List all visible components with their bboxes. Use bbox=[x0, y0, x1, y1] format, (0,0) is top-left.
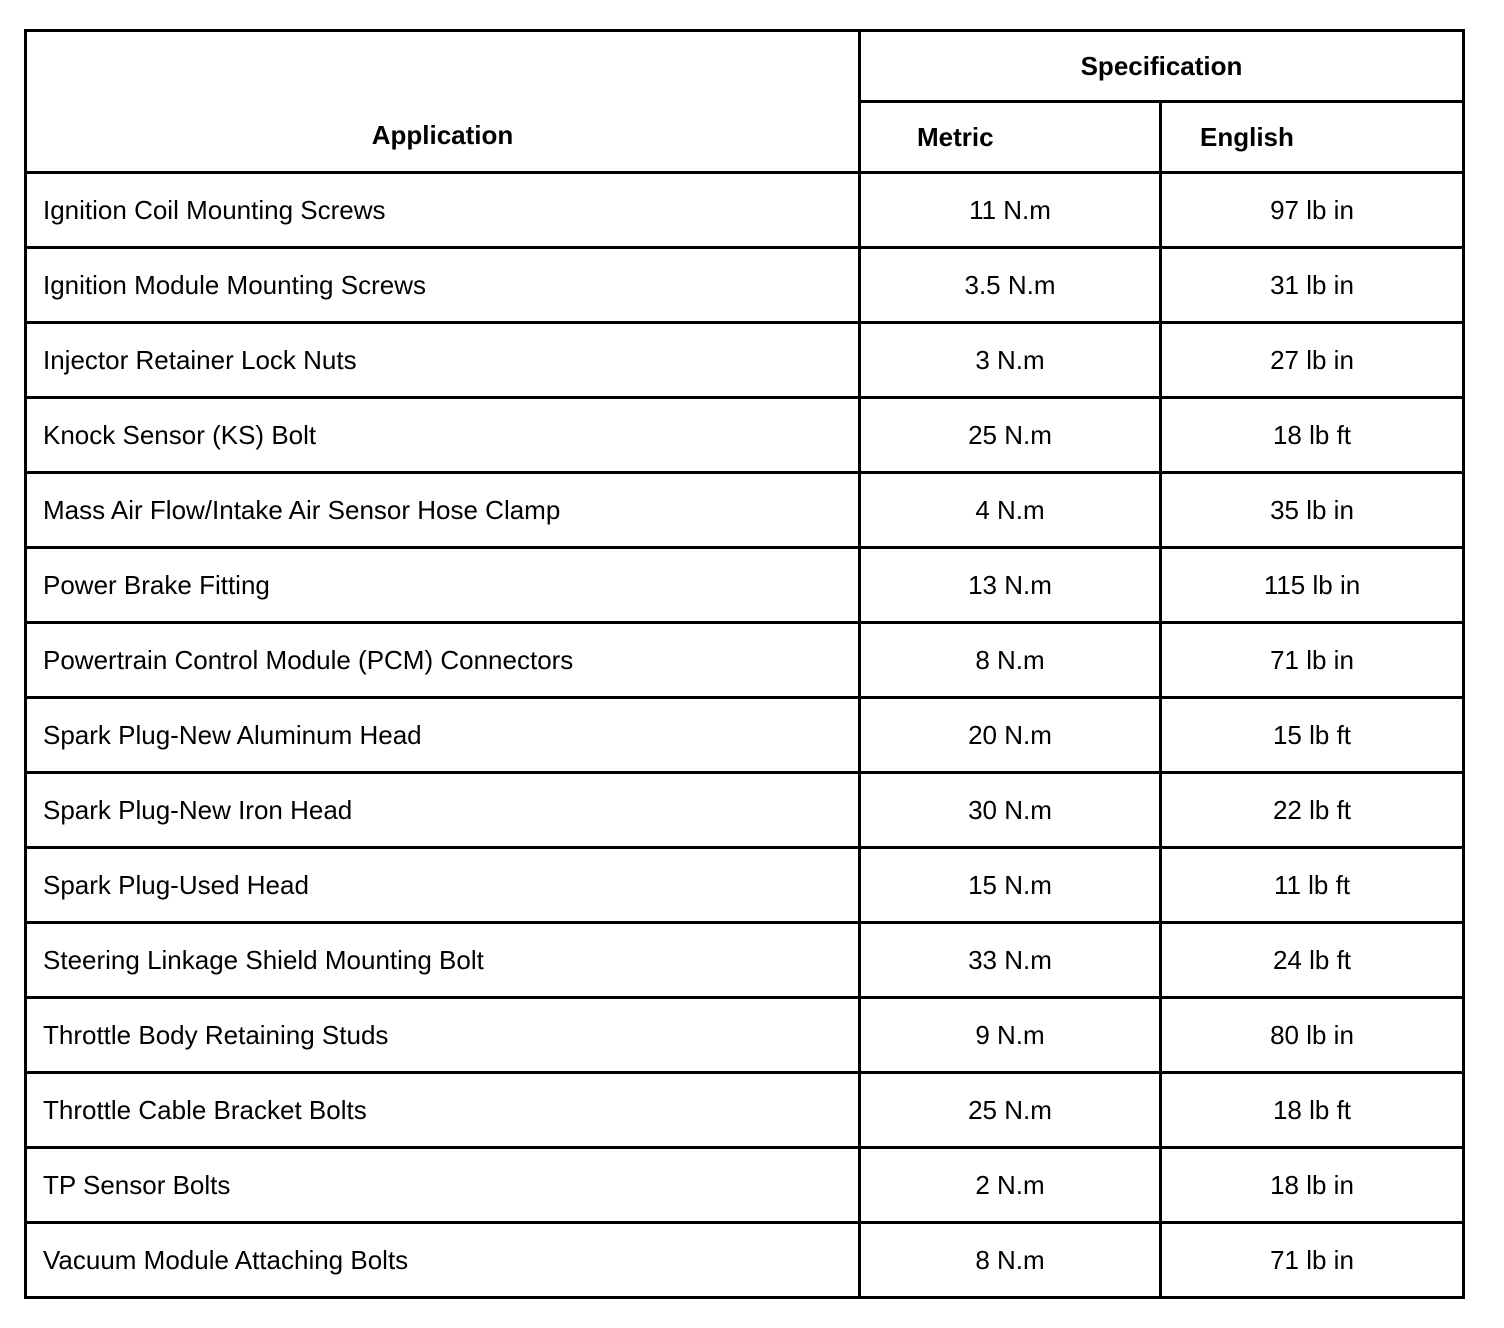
cell-application: Spark Plug-New Iron Head bbox=[26, 773, 860, 848]
cell-metric: 25 N.m bbox=[860, 1073, 1161, 1148]
cell-english: 24 lb ft bbox=[1161, 923, 1464, 998]
table-row bbox=[26, 1223, 1464, 1298]
table-row bbox=[26, 998, 1464, 1073]
cell-application: Ignition Module Mounting Screws bbox=[26, 248, 860, 323]
cell-english: 27 lb in bbox=[1161, 323, 1464, 398]
cell-english: 35 lb in bbox=[1161, 473, 1464, 548]
cell-english: 80 lb in bbox=[1161, 998, 1464, 1073]
table-body bbox=[26, 173, 1464, 1298]
cell-application: Throttle Cable Bracket Bolts bbox=[26, 1073, 860, 1148]
torque-spec-table bbox=[24, 29, 1465, 1299]
cell-application: Mass Air Flow/Intake Air Sensor Hose Clamp bbox=[26, 473, 860, 548]
table-row bbox=[26, 548, 1464, 623]
cell-application: Spark Plug-New Aluminum Head bbox=[26, 698, 860, 773]
cell-english: 18 lb ft bbox=[1161, 1073, 1464, 1148]
header-english: English bbox=[1161, 102, 1464, 173]
cell-application: Powertrain Control Module (PCM) Connectors bbox=[26, 623, 860, 698]
header-row-top bbox=[26, 31, 1464, 102]
header-application: Application bbox=[26, 31, 860, 173]
table-row bbox=[26, 1073, 1464, 1148]
cell-application: Ignition Coil Mounting Screws bbox=[26, 173, 860, 248]
cell-application: Power Brake Fitting bbox=[26, 548, 860, 623]
table-row bbox=[26, 698, 1464, 773]
cell-metric: 3.5 N.m bbox=[860, 248, 1161, 323]
header-specification: Specification bbox=[860, 31, 1464, 102]
table-row bbox=[26, 473, 1464, 548]
cell-metric: 2 N.m bbox=[860, 1148, 1161, 1223]
cell-english: 22 lb ft bbox=[1161, 773, 1464, 848]
cell-metric: 8 N.m bbox=[860, 1223, 1161, 1298]
cell-english: 71 lb in bbox=[1161, 1223, 1464, 1298]
cell-english: 71 lb in bbox=[1161, 623, 1464, 698]
cell-english: 115 lb in bbox=[1161, 548, 1464, 623]
table-row bbox=[26, 773, 1464, 848]
cell-metric: 11 N.m bbox=[860, 173, 1161, 248]
table-row bbox=[26, 173, 1464, 248]
cell-metric: 33 N.m bbox=[860, 923, 1161, 998]
cell-metric: 13 N.m bbox=[860, 548, 1161, 623]
cell-application: Injector Retainer Lock Nuts bbox=[26, 323, 860, 398]
cell-english: 18 lb in bbox=[1161, 1148, 1464, 1223]
cell-metric: 9 N.m bbox=[860, 998, 1161, 1073]
table-row bbox=[26, 923, 1464, 998]
table-row bbox=[26, 323, 1464, 398]
cell-metric: 15 N.m bbox=[860, 848, 1161, 923]
cell-application: TP Sensor Bolts bbox=[26, 1148, 860, 1223]
cell-application: Throttle Body Retaining Studs bbox=[26, 998, 860, 1073]
table-row bbox=[26, 623, 1464, 698]
cell-application: Vacuum Module Attaching Bolts bbox=[26, 1223, 860, 1298]
table-row bbox=[26, 1148, 1464, 1223]
cell-english: 15 lb ft bbox=[1161, 698, 1464, 773]
table-row bbox=[26, 398, 1464, 473]
table-row bbox=[26, 248, 1464, 323]
header-metric: Metric bbox=[860, 102, 1161, 173]
table-header bbox=[26, 31, 1464, 173]
cell-english: 31 lb in bbox=[1161, 248, 1464, 323]
cell-application: Steering Linkage Shield Mounting Bolt bbox=[26, 923, 860, 998]
cell-metric: 4 N.m bbox=[860, 473, 1161, 548]
cell-english: 11 lb ft bbox=[1161, 848, 1464, 923]
cell-metric: 20 N.m bbox=[860, 698, 1161, 773]
cell-metric: 8 N.m bbox=[860, 623, 1161, 698]
cell-metric: 3 N.m bbox=[860, 323, 1161, 398]
cell-english: 97 lb in bbox=[1161, 173, 1464, 248]
cell-english: 18 lb ft bbox=[1161, 398, 1464, 473]
cell-application: Knock Sensor (KS) Bolt bbox=[26, 398, 860, 473]
cell-metric: 30 N.m bbox=[860, 773, 1161, 848]
cell-application: Spark Plug-Used Head bbox=[26, 848, 860, 923]
cell-metric: 25 N.m bbox=[860, 398, 1161, 473]
table-row bbox=[26, 848, 1464, 923]
